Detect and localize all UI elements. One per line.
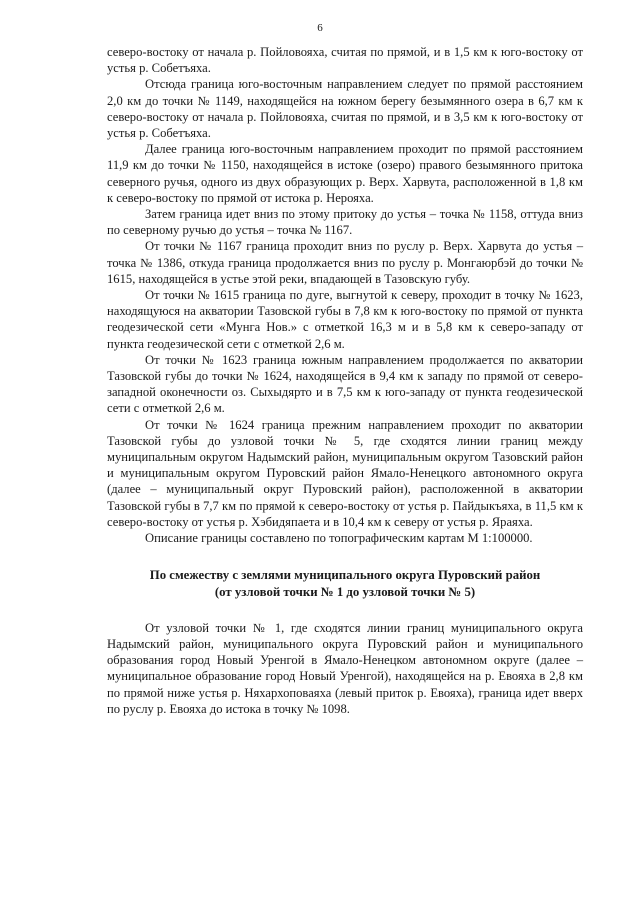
paragraph-6: От точки № 1615 граница по дуге, выгнутой к северу, проходит в точку № 1623, находящуюся на акватории Тазовской губы в 7,8 км к юго-востоку по прямой от пункта геодезической сети «Мунга Нов.» с отметкой 16,3 м и в 5,8 км к северо-западу от пункта геодезической сети с отметкой 2,6 м.	[107, 288, 583, 351]
paragraph-9: Описание границы составлено по топографическим картам М 1:100000.	[145, 531, 533, 546]
section-paragraph-1: От узловой точки № 1, где сходятся линии границ муниципального округа Надымский район, муниципального округа Пуровский район и муниципального образования город Новый Уренгой в Ямало-Ненецком автономном округе (далее – муниципальное образование город Новый Уренгой), находящейся на р. Евояха в 2,8 км по прямой ниже устья р. Няхархоповаяха (левый приток р. Евояха), граница идет вверх по руслу р. Евояха до истока в точку № 1098.	[107, 620, 583, 716]
paragraph-4: Затем граница идет вниз по этому притоку до устья – точка № 1158, оттуда вниз по северному ручью до устья – точка № 1167.	[107, 207, 583, 238]
paragraph-5: От точки № 1167 граница проходит вниз по руслу р. Верх. Харвута до устья – точка № 1386, откуда граница продолжается вниз по руслу р. Монгаюрбэй до точки № 1615, находящейся в устье этой реки, впадающей в Тазовскую губу.	[107, 239, 583, 286]
document-body	[107, 44, 583, 717]
section-heading-line-1: По смежеству с землями муниципального округа Пуровский район	[149, 568, 541, 583]
paragraph-2: Отсюда граница юго-восточным направлением следует по прямой расстоянием 2,0 км до точки № 1149, находящейся на южном берегу безымянного озера в 6,7 км к северо-востоку от начала р. Пойловояха, считая по прямой, и в 3,5 км к юго-востоку от устья р. Собетъяха.	[107, 77, 583, 141]
section-heading-line-2: (от узловой точки № 1 до узловой точки № 5)	[214, 584, 476, 599]
page-number: 6	[317, 22, 323, 34]
paragraph-1: северо-востоку от начала р. Пойловояха, считая по прямой, и в 1,5 км к юго-востоку от устья р. Собетъяха.	[107, 45, 583, 76]
paragraph-8: От точки № 1624 граница прежним направлением проходит по акватории Тазовской губы до узловой точки № 5, где сходятся линии границ между муниципальным округом Надымский район, муниципальным округом Тазовский район и муниципальным округом Пуровский район Ямало-Ненецкого автономного округа (далее – муниципальный округ Пуровский район), расположенной в акватории Тазовской губы в 7,7 км по прямой к северо-востоку от устья р. Пайдыкъяха, в 11,5 км к северо-востоку от устья р. Хэбидяпаета и в 10,4 км к северу от устья р. Яраяха.	[107, 417, 583, 529]
paragraph-3: Далее граница юго-восточным направлением проходит по прямой расстоянием 11,9 км до точки № 1150, находящейся в истоке (озеро) правого безымянного притока северного ручья, одного из двух образующих р. Верх. Харвута, расположенной в 1,8 км к северо-востоку по прямой от истока р. Нерояха.	[107, 142, 583, 205]
paragraph-7: От точки № 1623 граница южным направлением продолжается по акватории Тазовской губы до точки № 1624, находящейся в 9,4 км к западу по прямой от северо-западной оконечности оз. Сыхыдярто и в 7,5 км к юго-западу от пункта геодезической сети с отметкой 2,6 м.	[107, 352, 583, 416]
section-heading	[107, 567, 583, 599]
